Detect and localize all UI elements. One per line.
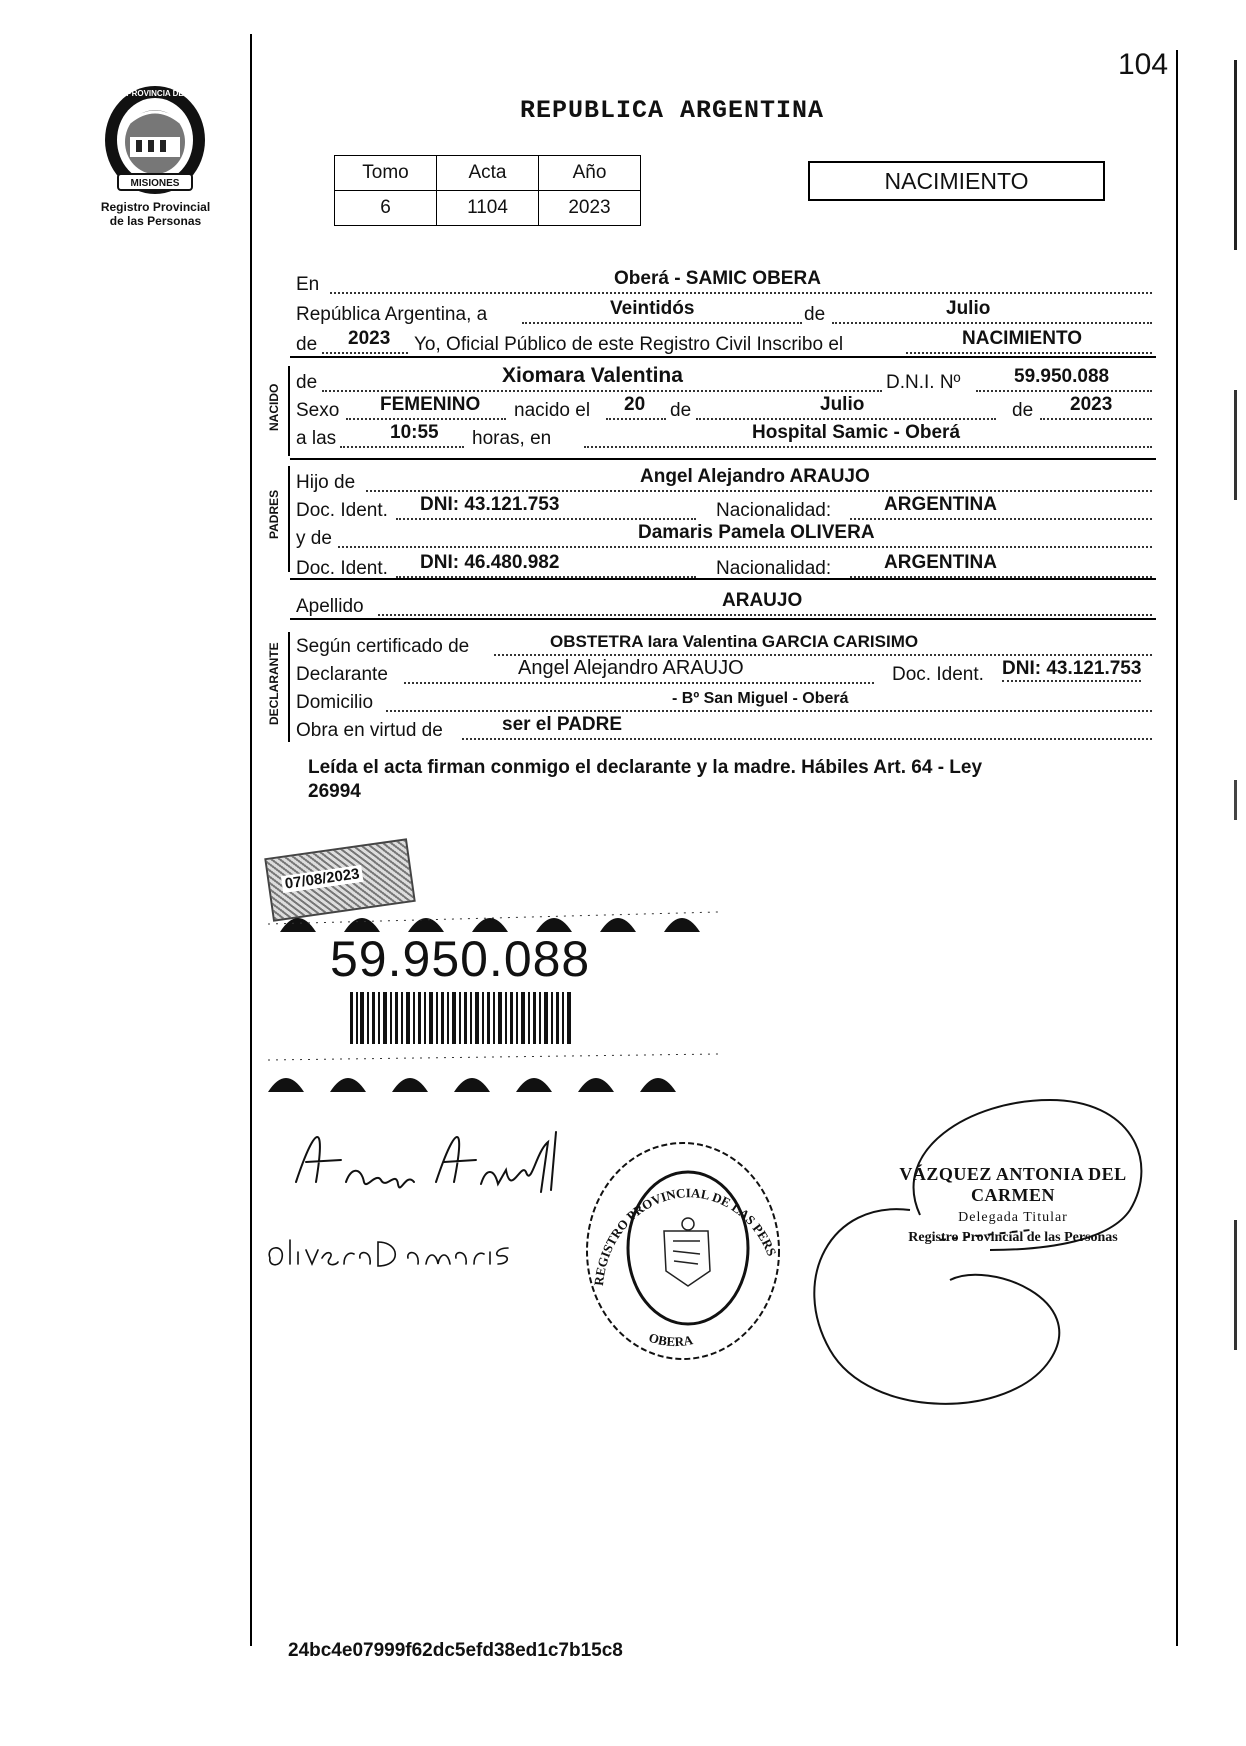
value-birth-day: 20: [624, 394, 646, 415]
label-y-de: y de: [296, 528, 332, 549]
value-acta: 1104: [437, 191, 539, 226]
value-mother-nat: ARGENTINA: [884, 552, 997, 573]
row-sexo: [296, 396, 1156, 422]
label-birth-de-2: de: [1012, 400, 1034, 421]
closing-note-line-1: Leída el acta firman conmigo el declarante y la madre. Hábiles Art. 64 - Ley: [308, 757, 983, 778]
label-yo-oficial: Yo, Oficial Público de este Registro Civil Inscribo el: [414, 334, 844, 355]
reference-table: [334, 155, 641, 226]
section-label-nacido: NACIDO: [267, 383, 281, 431]
value-birth-year: 2023: [1070, 394, 1113, 415]
left-margin-line: [250, 34, 252, 1646]
label-nacionalidad-2: Nacionalidad:: [716, 558, 832, 579]
row-father-doc: [296, 496, 1156, 522]
label-de-month: de: [804, 304, 826, 325]
official-role: Delegada Titular: [958, 1210, 1068, 1225]
row-en: [296, 270, 1156, 296]
row-y-de: [296, 524, 1156, 550]
registry-seal: [578, 1136, 788, 1366]
value-mother-name: Damaris Pamela OLIVERA: [638, 522, 875, 543]
nacido-bracket: [288, 366, 290, 456]
row-obra: [296, 716, 1156, 742]
value-day-written: Veintidós: [610, 298, 695, 319]
label-horas-en: horas, en: [472, 428, 552, 449]
value-month-written: Julio: [946, 298, 991, 319]
value-obra: ser el PADRE: [502, 714, 623, 735]
label-sexo: Sexo: [296, 400, 340, 421]
father-signature-icon: [286, 1112, 576, 1208]
label-doc-ident-2: Doc. Ident.: [296, 558, 388, 579]
barcode-icon: [350, 992, 574, 1044]
header-acta: Acta: [437, 156, 539, 191]
value-declarante-doc: DNI: 43.121.753: [1002, 658, 1141, 682]
section-label-declarante: DECLARANTE: [267, 642, 281, 725]
label-de-year: de: [296, 334, 318, 355]
row-hijo-de: [296, 468, 1156, 494]
label-certificado: Según certificado de: [296, 636, 470, 657]
registry-seal-icon: [578, 1136, 788, 1366]
row-child-name: [296, 364, 1156, 394]
father-signature: [286, 1112, 576, 1208]
barcode: [350, 992, 574, 1044]
page-number: 104: [1118, 48, 1169, 81]
label-en: En: [296, 274, 320, 295]
page-title: REPUBLICA ARGENTINA: [520, 96, 825, 125]
right-margin-line: [1176, 50, 1178, 1646]
document-hash: 24bc4e07999f62dc5efd38ed1c7b15c8: [288, 1640, 623, 1661]
value-declarante: Angel Alejandro ARAUJO: [518, 657, 744, 679]
security-label-number: 59.950.088: [330, 931, 591, 987]
header-tomo: Tomo: [335, 156, 437, 191]
value-father-nat: ARGENTINA: [884, 494, 997, 515]
row-domicilio: [296, 688, 1156, 714]
official-stamp: [878, 1164, 1148, 1246]
row-year: [296, 330, 1156, 356]
declarante-bracket: [288, 632, 290, 742]
value-child-name: Xiomara Valentina: [502, 364, 683, 387]
mother-signature-icon: [260, 1228, 530, 1278]
row-mother-doc: [296, 554, 1156, 580]
row-certificado: [296, 632, 1156, 658]
value-tomo: 6: [335, 191, 437, 226]
province-logo: [100, 82, 210, 198]
value-domicilio: - Bº San Miguel - Oberá: [672, 690, 849, 707]
mother-signature: [260, 1228, 530, 1278]
value-en: Oberá - SAMIC OBERA: [614, 268, 821, 289]
label-nacido-el: nacido el: [514, 400, 591, 421]
official-name: VÁZQUEZ ANTONIA DEL CARMEN: [899, 1164, 1127, 1205]
row-apellido: [296, 592, 1156, 618]
row-republica: [296, 300, 1156, 326]
reference-table-header-row: [335, 156, 641, 191]
value-father-doc: DNI: 43.121.753: [420, 494, 560, 515]
label-obra: Obra en virtud de: [296, 720, 443, 741]
row-hora: [296, 424, 1156, 450]
value-apellido: ARAUJO: [722, 590, 803, 611]
label-apellido: Apellido: [296, 596, 364, 617]
value-birth-month: Julio: [820, 394, 865, 415]
separator-4: [290, 618, 1156, 620]
logo-caption: [88, 200, 223, 228]
reference-table-value-row: [335, 191, 641, 226]
logo-caption-line-1: Registro Provincial: [100, 200, 211, 214]
section-label-padres: PADRES: [267, 489, 281, 539]
value-mother-doc: DNI: 46.480.982: [420, 552, 560, 573]
value-birth-place: Hospital Samic - Oberá: [752, 422, 961, 443]
value-year: 2023: [348, 328, 391, 349]
label-nacionalidad-1: Nacionalidad:: [716, 500, 832, 521]
separator-1: [290, 356, 1156, 358]
label-republica: República Argentina, a: [296, 304, 488, 325]
label-birth-de-1: de: [670, 400, 692, 421]
seal-ring-text-bottom: OBERA: [647, 1329, 695, 1350]
scan-edge-marks: [1234, 60, 1238, 1360]
value-inscribo: NACIMIENTO: [962, 328, 1082, 349]
closing-note-line-2: 26994: [308, 781, 361, 802]
padres-bracket: [288, 466, 290, 572]
seal-ring-text-top: REGISTRO PROVINCIAL DE LAS PERS: [590, 1185, 780, 1287]
row-declarante: [296, 657, 1156, 686]
label-dni: D.N.I. Nº: [886, 372, 961, 393]
value-birth-time: 10:55: [390, 422, 439, 443]
value-child-dni: 59.950.088: [1014, 366, 1110, 387]
logo-caption-line-2: de las Personas: [109, 214, 202, 228]
label-domicilio: Domicilio: [296, 692, 374, 713]
value-sexo: FEMENINO: [380, 394, 481, 415]
value-father-name: Angel Alejandro ARAUJO: [640, 466, 870, 487]
label-child-de: de: [296, 372, 318, 393]
header-anio: Año: [539, 156, 641, 191]
label-declarante: Declarante: [296, 664, 388, 685]
label-doc-ident-1: Doc. Ident.: [296, 500, 388, 521]
official-office: Registro Provincial de las Personas: [908, 1230, 1118, 1245]
label-doc-ident-3: Doc. Ident.: [892, 664, 984, 685]
act-kind-box: NACIMIENTO: [808, 161, 1105, 201]
logo-text-misiones: MISIONES: [130, 178, 180, 189]
separator-2: [290, 458, 1156, 460]
value-anio: 2023: [539, 191, 641, 226]
date-stamp-text: 07/08/2023: [281, 865, 364, 893]
provincia-de-misiones-shield-icon: [100, 82, 210, 198]
label-hijo-de: Hijo de: [296, 472, 356, 493]
logo-text-provincia: PROVINCIA DE: [126, 89, 184, 98]
closing-note: [308, 756, 1138, 804]
value-certificado: OBSTETRA Iara Valentina GARCIA CARISIMO: [550, 632, 919, 651]
official-signature-loop-icon: [790, 1080, 1160, 1430]
label-a-las: a las: [296, 428, 337, 449]
official-signature-loop: [790, 1080, 1160, 1430]
